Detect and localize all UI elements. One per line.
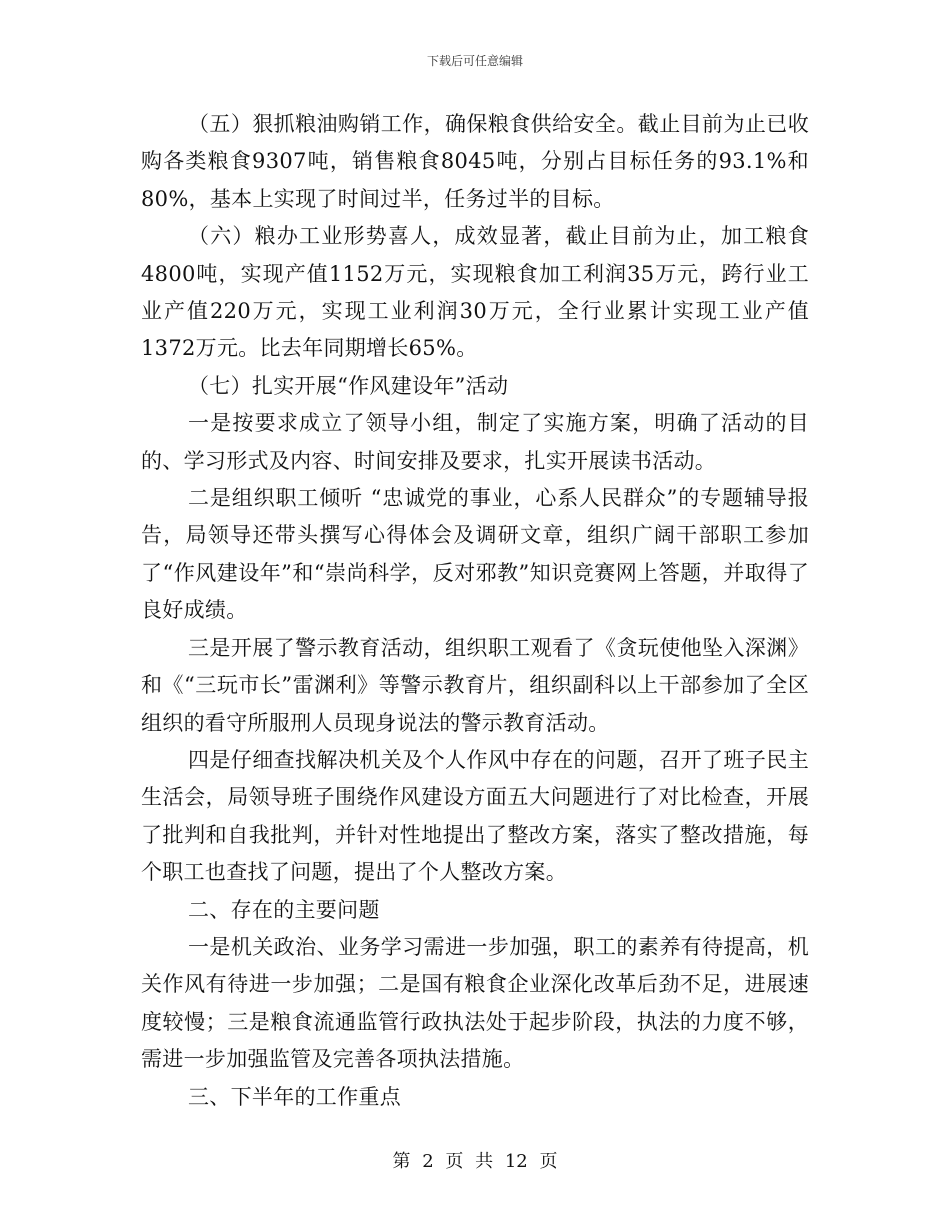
- paragraph-problems: 一是机关政治、业务学习需进一步加强，职工的素养有待提高，机关作风有待进一步加强；二是国有粮食企业深化改革后劲不足，进展速度较慢；三是粮食流通监管行政执法处于起步阶段，执法的力度不够，需进一步加强监管及完善各项执法措施。: [141, 934, 809, 1072]
- paragraph-item-four: 四是仔细查找解决机关及个人作风中存在的问题，召开了班子民主生活会，局领导班子围绕作风建设方面五大问题进行了对比检查，开展了批判和自我批判，并针对性地提出了整改方案，落实了整改措施，每个职工也查找了问题，提出了个人整改方案。: [141, 747, 809, 885]
- page-footer: 第 2 页 共 12 页: [392, 1151, 558, 1172]
- section-heading-main-problems: 二、存在的主要问题: [188, 897, 380, 922]
- paragraph-item-three: 三是开展了警示教育活动，组织职工观看了《贪玩使他坠入深渊》和《“三玩市长”雷渊利》等警示教育片，组织副科以上干部参加了全区组织的看守所服刑人员现身说法的警示教育活动。: [141, 635, 809, 735]
- paragraph-grain-industry: （六）粮办工业形势喜人，成效显著，截止目前为止，加工粮食4800吨，实现产值1152万元，实现粮食加工利润35万元，跨行业工业产值220万元，实现工业利润30万元，全行业累计实现工业产值1372万元。比去年同期增长65%。: [141, 224, 809, 361]
- page-header: 下载后可任意编辑: [426, 54, 523, 68]
- paragraph-item-one: 一是按要求成立了领导小组，制定了实施方案，明确了活动的目的、学习形式及内容、时间安排及要求，扎实开展读书活动。: [141, 411, 809, 473]
- document-body: [141, 106, 809, 1116]
- paragraph-grain-purchase-sales: （五）狠抓粮油购销工作，确保粮食供给安全。截止目前为止已收购各类粮食9307吨，销售粮食8045吨，分别占目标任务的93.1%和80%，基本上实现了时间过半，任务过半的目标。: [141, 112, 809, 211]
- paragraph-item-two: 二是组织职工倾听 “忠诚党的事业，心系人民群众”的专题辅导报告，局领导还带头撰写心得体会及调研文章，组织广阔干部职工参加了“作风建设年”和“崇尚科学，反对邪教”知识竞赛网上答题，并取得了良好成绩。: [141, 486, 809, 623]
- section-heading-second-half-focus: 三、下半年的工作重点: [188, 1084, 401, 1109]
- paragraph-work-style-year-heading: （七）扎实开展“作风建设年”活动: [188, 373, 509, 398]
